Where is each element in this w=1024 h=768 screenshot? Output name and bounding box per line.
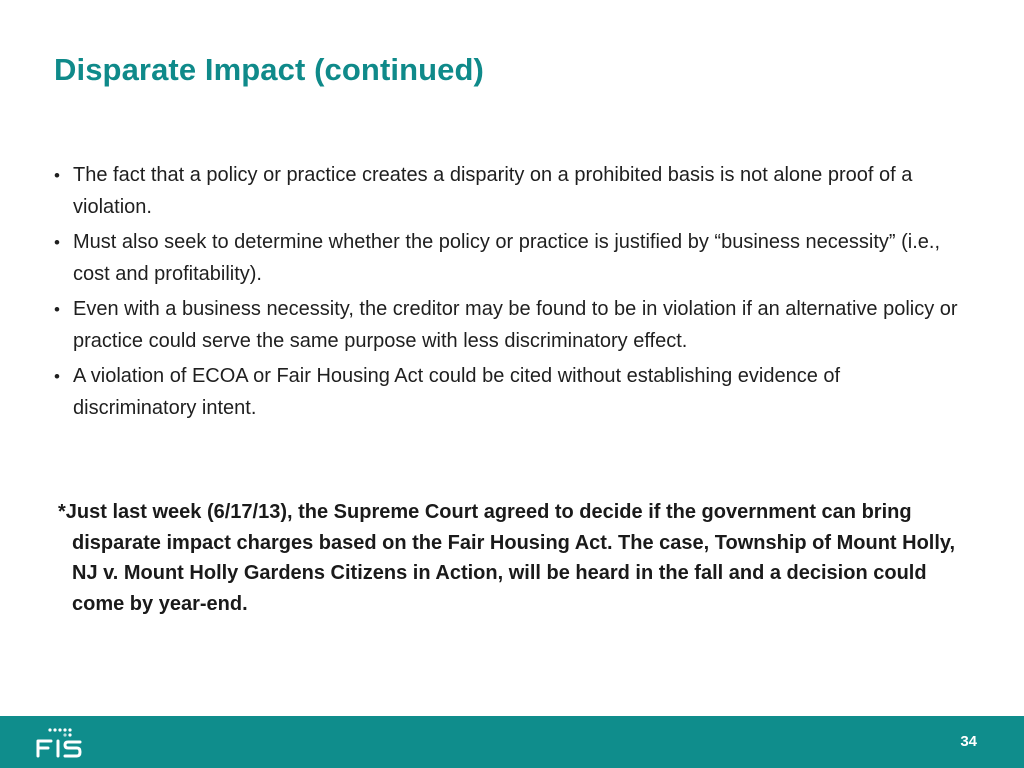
slide-title: Disparate Impact (continued): [54, 52, 484, 87]
bullet-text: Must also seek to determine whether the policy or practice is justified by “business necessity” (i.e., cost and profitability).: [73, 231, 941, 285]
bullet-marker: •: [54, 367, 60, 386]
bullet-marker: •: [54, 300, 60, 319]
page-number: 34: [960, 733, 977, 750]
bullet-item: [54, 160, 959, 223]
footer-bar: [0, 716, 1024, 768]
bullet-text: A violation of ECOA or Fair Housing Act could be cited without establishing evidence of discriminatory intent.: [73, 365, 841, 419]
bullet-text: Even with a business necessity, the creditor may be found to be in violation if an alternative policy or practice could serve the same purpose with less discriminatory effect.: [73, 298, 958, 352]
bullet-list: [54, 160, 959, 428]
bullet-marker: •: [54, 233, 60, 252]
supreme-court-note: *Just last week (6/17/13), the Supreme Court agreed to decide if the government can bring disparate impact charges based on the Fair Housing Act. The case, Township of Mount Holly, NJ v. Mount Holly Gardens Citizens in Action, will be heard in the fall and a decision could come by year-end.: [58, 501, 956, 615]
bullet-marker: •: [54, 166, 60, 185]
bullet-item: [54, 294, 959, 357]
bullet-text: The fact that a policy or practice creates a disparity on a prohibited basis is not alone proof of a violation.: [73, 164, 913, 218]
bullet-item: [54, 361, 959, 424]
bullet-item: [54, 227, 959, 290]
fis-logo-icon: [36, 726, 116, 760]
